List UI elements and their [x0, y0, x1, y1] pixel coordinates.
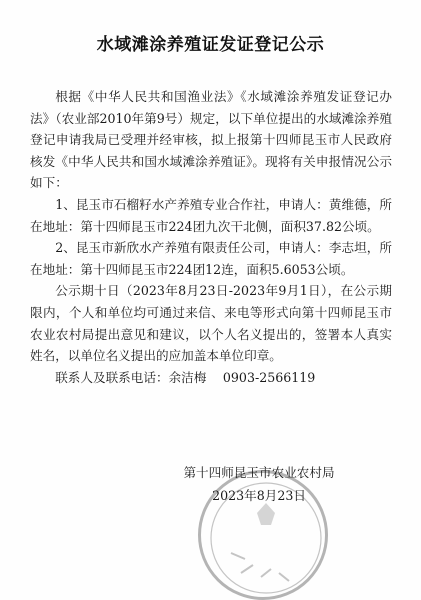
paragraph-contact: 联系人及联系电话：余洁梅 0903-2566119 [55, 369, 316, 385]
document-title: 水域滩涂养殖证发证登记公示 [96, 35, 325, 55]
signature-organization: 第十四师昆玉市农业农村局 [183, 465, 335, 480]
paragraph-publicity-period: 公示期十日（2023年8月23日-2023年9月1日），在公示期限内，个人和单位均可通过来信、来电等形式向第十四师昆玉市农业农村局提出意见和建议，以个人名义提出的，签署本人真实姓名，以单位名义提出的应加盖本单位印章。 [30, 283, 392, 364]
paragraph-intro: 根据《中华人民共和国渔业法》《水域滩涂养殖发证登记办法》（农业部2010年第9号）规定，以下单位提出的水域滩涂养殖登记申请我局已受理并经审核，拟上报第十四师昆玉市人民政府核发《中华人民共和国水域滩涂养殖证》。现将有关申报情况公示如下： [30, 89, 392, 191]
paragraph-item-2: 2、昆玉市新欣水产养殖有限责任公司，申请人：李志坦，所在地址：第十四师昆玉市224团12连，面积5.6053公顷。 [30, 240, 392, 277]
paragraph-item-1: 1、昆玉市石榴籽水产养殖专业合作社，申请人：黄维德，所在地址：第十四师昆玉市224团九次干北侧，面积37.82公顷。 [30, 196, 392, 234]
signature-date: 2023年8月23日 [212, 488, 306, 503]
document-body [30, 86, 392, 388]
